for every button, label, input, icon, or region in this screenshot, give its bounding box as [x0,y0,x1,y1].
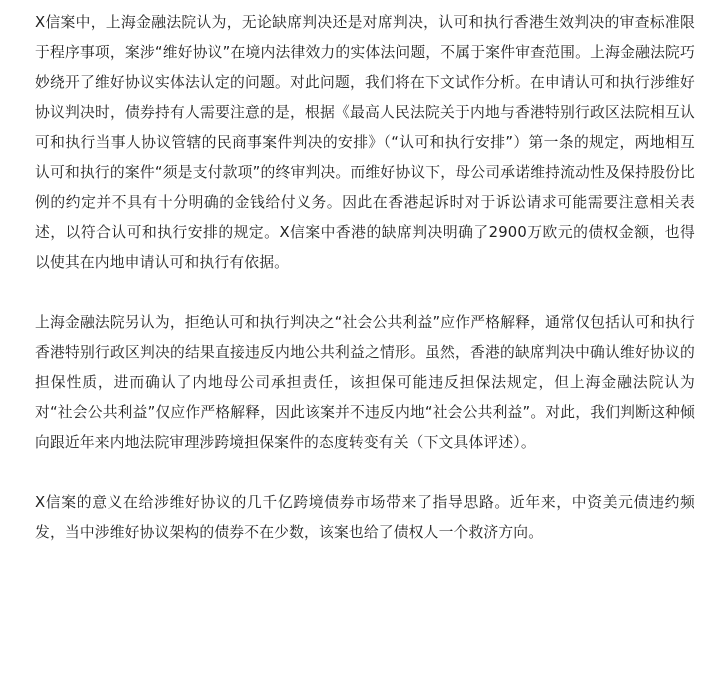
article-body [35,8,695,548]
paragraph-1: X信案中，上海金融法院认为，无论缺席判决还是对席判决，认可和执行香港生效判决的审查标准限于程序事项，案涉“维好协议”在境内法律效力的实体法问题，不属于案件审查范围。上海金融法院巧妙绕开了维好协议实体法认定的问题。对此问题，我们将在下文试作分析。在申请认可和执行涉维好协议判决时，债券持有人需要注意的是，根据《最高人民法院关于内地与香港特别行政区法院相互认可和执行当事人协议管辖的民商事案件判决的安排》（“认可和执行安排”）第一条的规定，两地相互认可和执行的案件“须是支付款项”的终审判决。而维好协议下，母公司承诺维持流动性及保持股份比例的约定并不具有十分明确的金钱给付义务。因此在香港起诉时对于诉讼请求可能需要注意相关表述，以符合认可和执行安排的规定。X信案中香港的缺席判决明确了2900万欧元的债权金额，也得以使其在内地申请认可和执行有依据。 [35,14,695,271]
paragraph-3: X信案的意义在给涉维好协议的几千亿跨境债券市场带来了指导思路。近年来，中资美元债违约频发，当中涉维好协议架构的债券不在少数，该案也给了债权人一个救济方向。 [35,494,695,541]
paragraph-2: 上海金融法院另认为，拒绝认可和执行判决之“社会公共利益”应作严格解释，通常仅包括认可和执行香港特别行政区判决的结果直接违反内地公共利益之情形。虽然，香港的缺席判决中确认维好协议的担保性质，进而确认了内地母公司承担责任，该担保可能违反担保法规定，但上海金融法院认为对“社会公共利益”仅应作严格解释，因此该案并不违反内地“社会公共利益”。对此，我们判断这种倾向跟近年来内地法院审理涉跨境担保案件的态度转变有关（下文具体评述）。 [35,314,695,451]
